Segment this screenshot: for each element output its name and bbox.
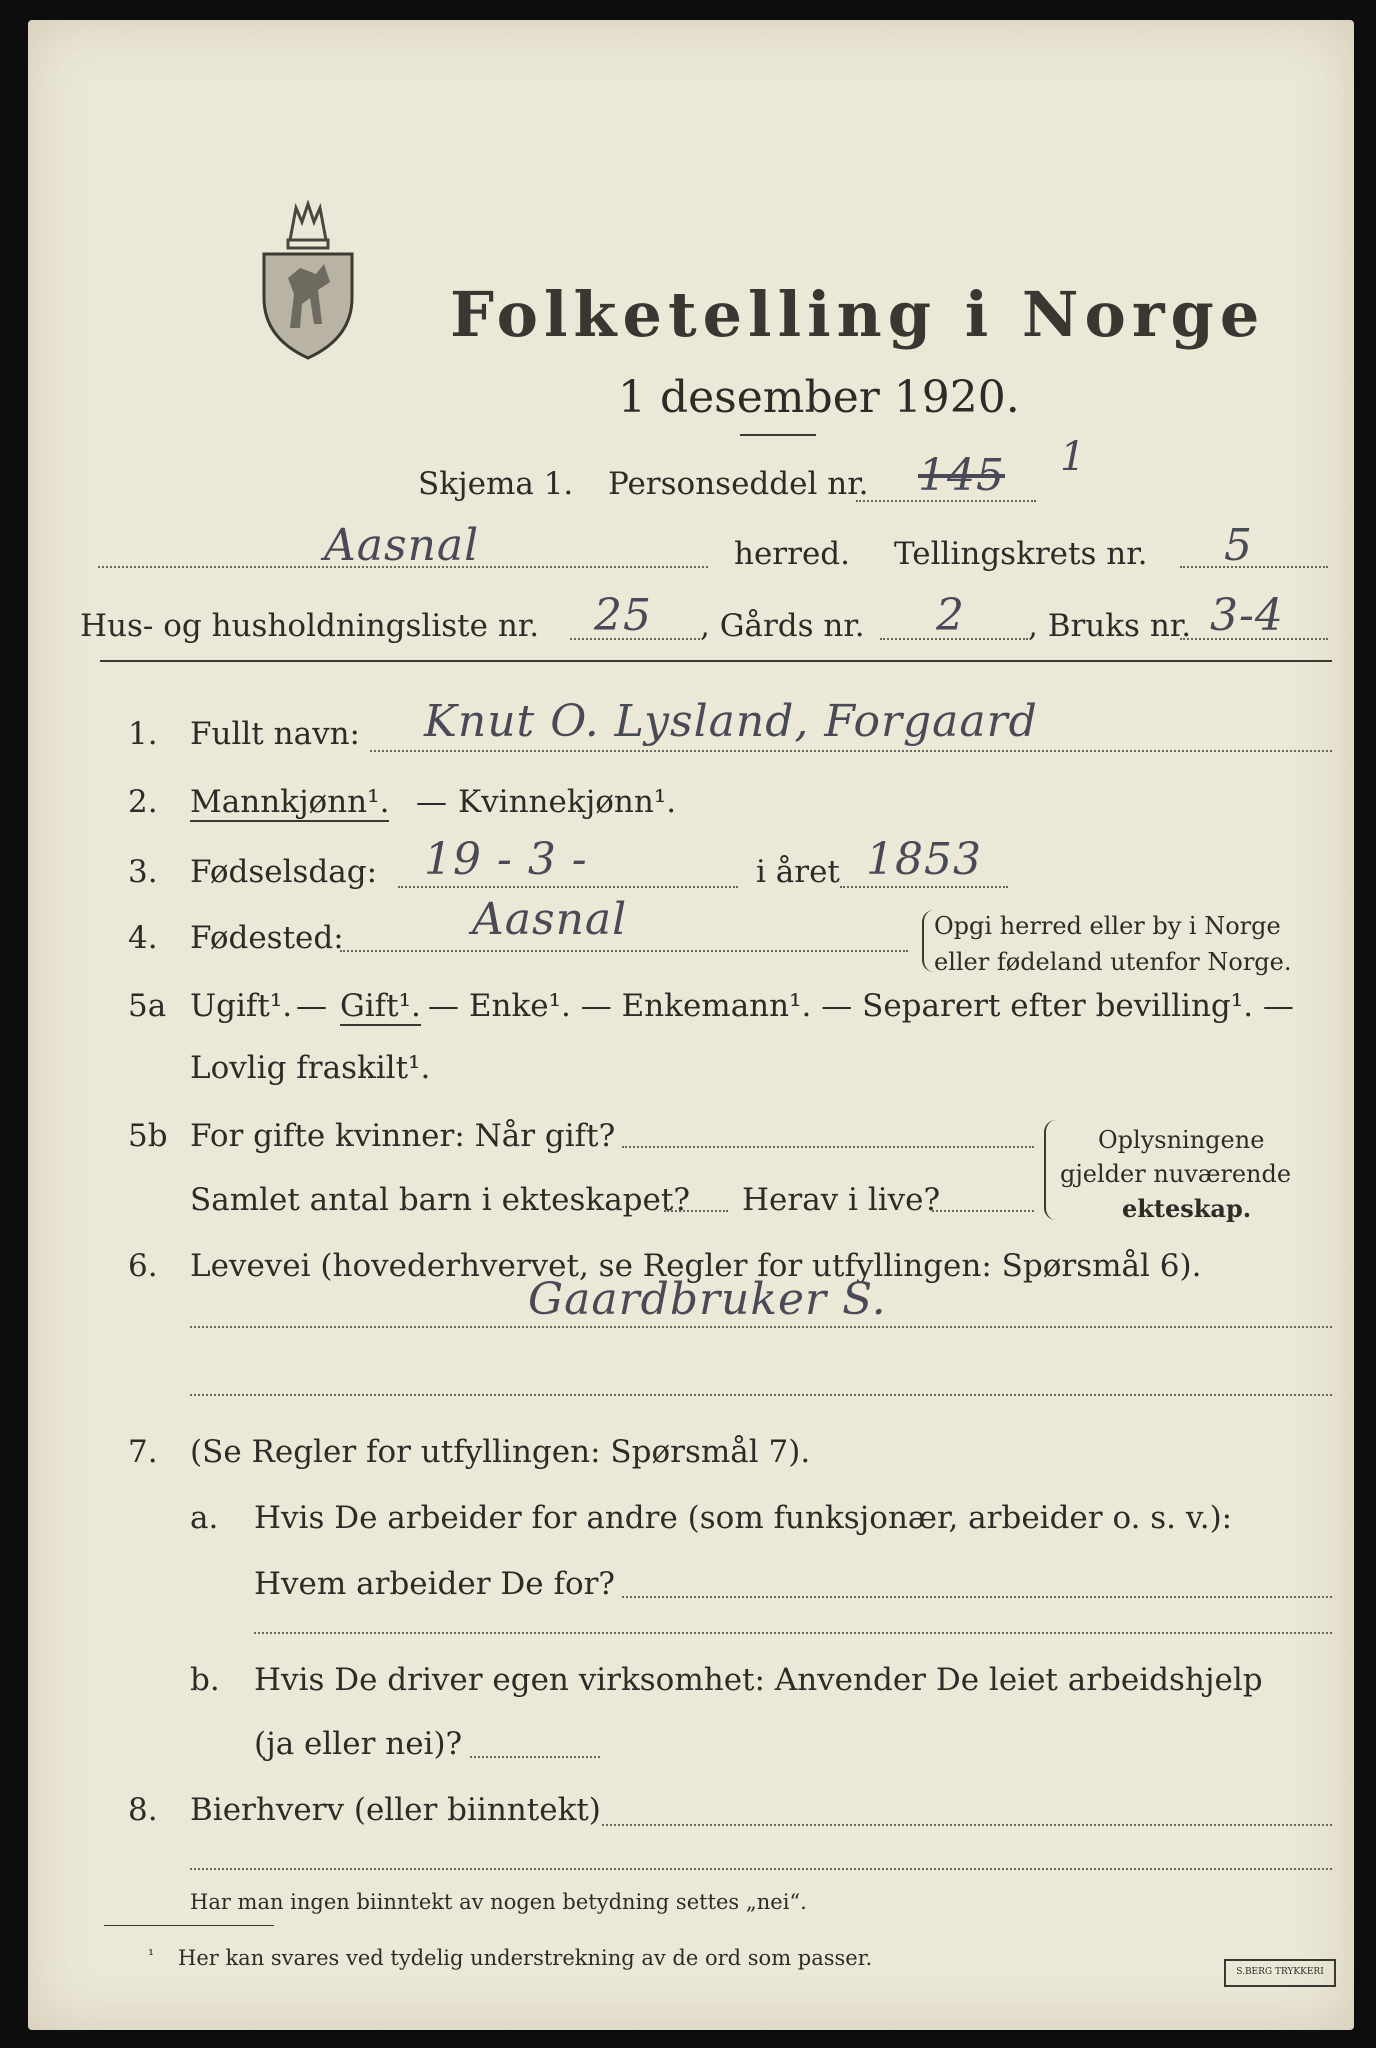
q4-number: 4. — [128, 920, 158, 956]
q5b-number: 5b — [128, 1118, 168, 1154]
q7-number: 7. — [128, 1434, 158, 1470]
lovlig-fraskilt-option[interactable]: Lovlig fraskilt¹. — [190, 1050, 431, 1086]
q1-number: 1. — [128, 716, 158, 752]
q4-dots — [340, 950, 908, 952]
personseddel-label: Personseddel nr. — [608, 466, 869, 502]
q7b-text: Hvis De driver egen virksomhet: Anvender De leiet arbeidshjelp — [254, 1662, 1263, 1698]
gift-option[interactable]: Gift¹. — [340, 988, 421, 1024]
q4-note-line2: eller fødeland utenfor Norge. — [934, 948, 1292, 976]
schema-label: Skjema 1. — [418, 466, 574, 502]
q5a-separator: — — [296, 988, 327, 1024]
q7a-employer-dots[interactable] — [622, 1596, 1332, 1598]
q2-number: 2. — [128, 784, 158, 820]
q5b-when-dots — [622, 1146, 1034, 1148]
q2-separator: — — [416, 784, 447, 820]
year-label: i året — [756, 854, 840, 890]
q5a-other-options[interactable]: — Enke¹. — Enkemann¹. — Separert efter bevilling¹. — — [428, 988, 1294, 1024]
q8-note: Har man ingen biinntekt av nogen betydning settes „nei“. — [190, 1890, 807, 1914]
female-option[interactable]: Kvinnekjønn¹. — [458, 784, 677, 820]
census-date: 1 desember 1920. — [618, 372, 1020, 423]
q3-dots — [398, 886, 738, 888]
q7b-yes-no-label: (ja eller nei)? — [254, 1726, 463, 1762]
male-option[interactable]: Mannkjønn¹. — [190, 784, 390, 820]
full-name-value[interactable]: Knut O. Lysland, Forgaard — [424, 696, 1038, 747]
norwegian-coat-of-arms-icon — [260, 198, 356, 360]
q6-dots-line1 — [190, 1326, 1332, 1328]
herred-value[interactable]: Aasnal — [324, 520, 480, 571]
q5b-brace — [1044, 1120, 1056, 1220]
q5b-children-dots — [664, 1210, 728, 1212]
q6-label: Levevei (hovederhvervet, se Regler for utfyllingen: Spørsmål 6). — [190, 1248, 1202, 1284]
q5b-alive-dots — [932, 1210, 1034, 1212]
q8-label: Bierhverv (eller biinntekt) — [190, 1792, 601, 1828]
q5b-note-line3: ekteskap. — [1122, 1194, 1252, 1223]
personseddel-value[interactable]: 145 — [918, 450, 1005, 501]
q7a-dots-line2 — [254, 1632, 1332, 1634]
q4-brace — [922, 910, 934, 972]
q5b-when-married-label: For gifte kvinner: Når gift? — [190, 1118, 616, 1154]
birthday-value[interactable]: 19 - 3 - — [424, 834, 588, 885]
footnote-mark: ¹ — [148, 1946, 155, 1964]
gaards-label: , Gårds nr. — [700, 608, 865, 644]
printer-stamp: S.BERG TRYKKERI — [1224, 1959, 1336, 1987]
hus-label: Hus- og husholdningsliste nr. — [80, 608, 540, 644]
tellingskrets-value[interactable]: 5 — [1224, 520, 1253, 571]
tellingskrets-dots — [1180, 566, 1328, 568]
q1-dots — [370, 750, 1332, 752]
q5a-number: 5a — [128, 988, 167, 1024]
q1-label: Fullt navn: — [190, 716, 360, 752]
q4-note-line1: Opgi herred eller by i Norge — [934, 912, 1281, 940]
birth-year-value[interactable]: 1853 — [866, 834, 982, 885]
q5b-alive-label: Herav i live? — [742, 1182, 941, 1218]
birthplace-value[interactable]: Aasnal — [472, 894, 628, 945]
q3-label: Fødselsdag: — [190, 854, 378, 890]
footnote-text: Her kan svares ved tydelig understrekning av de ord som passer. — [178, 1946, 873, 1970]
ugift-option[interactable]: Ugift¹. — [190, 988, 293, 1024]
q5b-note-line1: Oplysningene — [1098, 1126, 1265, 1154]
bruks-label: , Bruks nr. — [1028, 608, 1192, 644]
q7b-dots[interactable] — [470, 1756, 600, 1758]
form-title: Folketelling i Norge — [450, 278, 1266, 351]
q8-number: 8. — [128, 1792, 158, 1828]
q3-number: 3. — [128, 854, 158, 890]
q7b-letter: b. — [190, 1662, 220, 1698]
herred-label: herred. — [734, 536, 850, 572]
personseddel-extra[interactable]: 1 — [1060, 434, 1087, 480]
bruks-value[interactable]: 3-4 — [1210, 590, 1284, 641]
q8-dots[interactable] — [602, 1824, 1332, 1826]
q7a-employer-label: Hvem arbeider De for? — [254, 1566, 616, 1602]
hus-value[interactable]: 25 — [594, 590, 652, 641]
q5b-children-label: Samlet antal barn i ekteskapet? — [190, 1182, 690, 1218]
title-divider — [740, 434, 816, 436]
q5b-note-line2: gjelder nuværende — [1060, 1160, 1292, 1188]
header-divider — [100, 660, 1332, 662]
q6-number: 6. — [128, 1248, 158, 1284]
year-dots — [840, 886, 1008, 888]
q7a-text: Hvis De arbeider for andre (som funksjonær, arbeider o. s. v.): — [254, 1500, 1233, 1536]
footnote-divider — [104, 1925, 274, 1926]
tellingskrets-label: Tellingskrets nr. — [894, 536, 1148, 572]
q8-dots-line2 — [190, 1868, 1332, 1870]
q4-label: Fødested: — [190, 920, 344, 956]
q7a-letter: a. — [190, 1500, 219, 1536]
q7-label: (Se Regler for utfyllingen: Spørsmål 7). — [190, 1434, 811, 1470]
census-form-page — [28, 20, 1354, 2030]
gaards-value[interactable]: 2 — [936, 590, 965, 641]
q6-dots-line2 — [190, 1394, 1332, 1396]
occupation-value[interactable]: Gaardbruker S. — [528, 1274, 887, 1325]
